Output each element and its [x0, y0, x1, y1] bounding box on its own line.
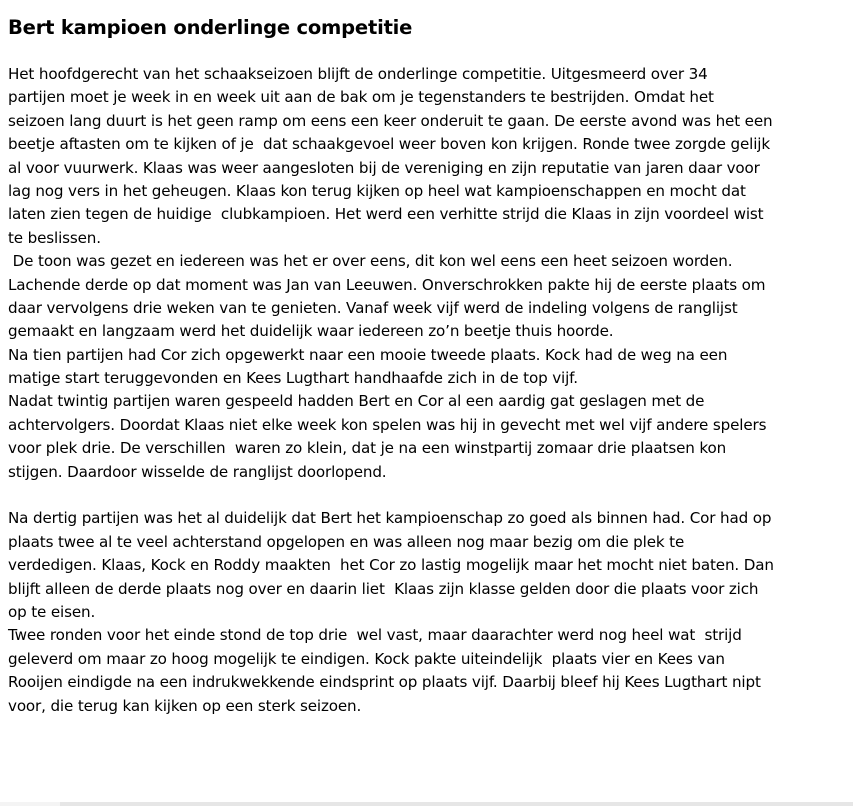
- text-line: achtervolgers. Doordat Klaas niet elke week kon spelen was hij in gevecht met wel vijf andere spelers: [8, 415, 767, 434]
- text-line: lag nog vers in het geheugen. Klaas kon terug kijken op heel wat kampioenschappen en mocht dat: [8, 181, 746, 200]
- text-line: beetje aftasten om te kijken of je dat schaakgevoel weer boven kon krijgen. Ronde twee zorgde gelijk: [8, 135, 770, 154]
- text-line: geleverd om maar zo hoog mogelijk te eindigen. Kock pakte uiteindelijk plaats vier en Kees van: [8, 649, 725, 668]
- text-line: stijgen. Daardoor wisselde de ranglijst doorlopend.: [8, 462, 387, 481]
- text-line: blijft alleen de derde plaats nog over en daarin liet Klaas zijn klasse gelden door die plaats voor zich: [8, 579, 759, 598]
- text-line: De toon was gezet en iedereen was het er over eens, dit kon wel eens een heet seizoen worden.: [8, 252, 733, 271]
- text-line: daar vervolgens drie weken van te genieten. Vanaf week vijf werd de indeling volgens de ranglijst: [8, 298, 738, 317]
- horizontal-scrollbar[interactable]: [60, 802, 853, 806]
- text-line: Nadat twintig partijen waren gespeeld hadden Bert en Cor al een aardig gat geslagen met de: [8, 392, 705, 411]
- text-line: Twee ronden voor het einde stond de top drie wel vast, maar daarachter werd nog heel wat strijd: [8, 626, 742, 645]
- text-line: Rooijen eindigde na een indrukwekkende eindsprint op plaats vijf. Daarbij bleef hij Kees Lugthart nipt: [8, 673, 761, 692]
- text-line: seizoen lang duurt is het geen ramp om eens een keer onderuit te gaan. De eerste avond was het een: [8, 111, 773, 130]
- text-line: op te eisen.: [8, 602, 96, 621]
- text-line: Het hoofdgerecht van het schaakseizoen blijft de onderlinge competitie. Uitgesmeerd over 34: [8, 65, 708, 83]
- text-line: al voor vuurwerk. Klaas was weer aangesloten bij de vereniging en zijn reputatie van jaren daar voor: [8, 158, 760, 177]
- text-line: Na tien partijen had Cor zich opgewerkt naar een mooie tweede plaats. Kock had de weg na een: [8, 345, 728, 364]
- text-line: voor plek drie. De verschillen waren zo klein, dat je na een winstpartij zomaar drie plaatsen kon: [8, 439, 727, 458]
- text-line: te beslissen.: [8, 228, 101, 247]
- scrollbar-corner: [0, 802, 60, 806]
- text-line: Lachende derde op dat moment was Jan van Leeuwen. Onverschrokken pakte hij de eerste plaats om: [8, 275, 766, 294]
- text-line: voor, die terug kan kijken op een sterk seizoen.: [8, 696, 362, 715]
- text-line: matige start teruggevonden en Kees Lugthart handhaafde zich in de top vijf.: [8, 369, 578, 388]
- text-line: laten zien tegen de huidige clubkampioen. Het werd een verhitte strijd die Klaas in zijn voordeel wist: [8, 205, 764, 224]
- text-line: partijen moet je week in en week uit aan de bak om je tegenstanders te bestrijden. Omdat het: [8, 88, 714, 107]
- article-title: Bert kampioen onderlinge competitie: [8, 16, 413, 39]
- text-line: [8, 484, 851, 507]
- text-line: gemaakt en langzaam werd het duidelijk waar iedereen zo’n beetje thuis hoorde.: [8, 322, 614, 341]
- text-line: plaats twee al te veel achterstand opgelopen en was alleen nog maar bezig om die plek te: [8, 532, 685, 551]
- article-body: [8, 63, 853, 718]
- text-line: verdedigen. Klaas, Kock en Roddy maakten het Cor zo lastig mogelijk maar het mocht niet baten. Dan: [8, 556, 774, 575]
- text-line: Na dertig partijen was het al duidelijk dat Bert het kampioenschap zo goed als binnen had. Cor had op: [8, 509, 772, 528]
